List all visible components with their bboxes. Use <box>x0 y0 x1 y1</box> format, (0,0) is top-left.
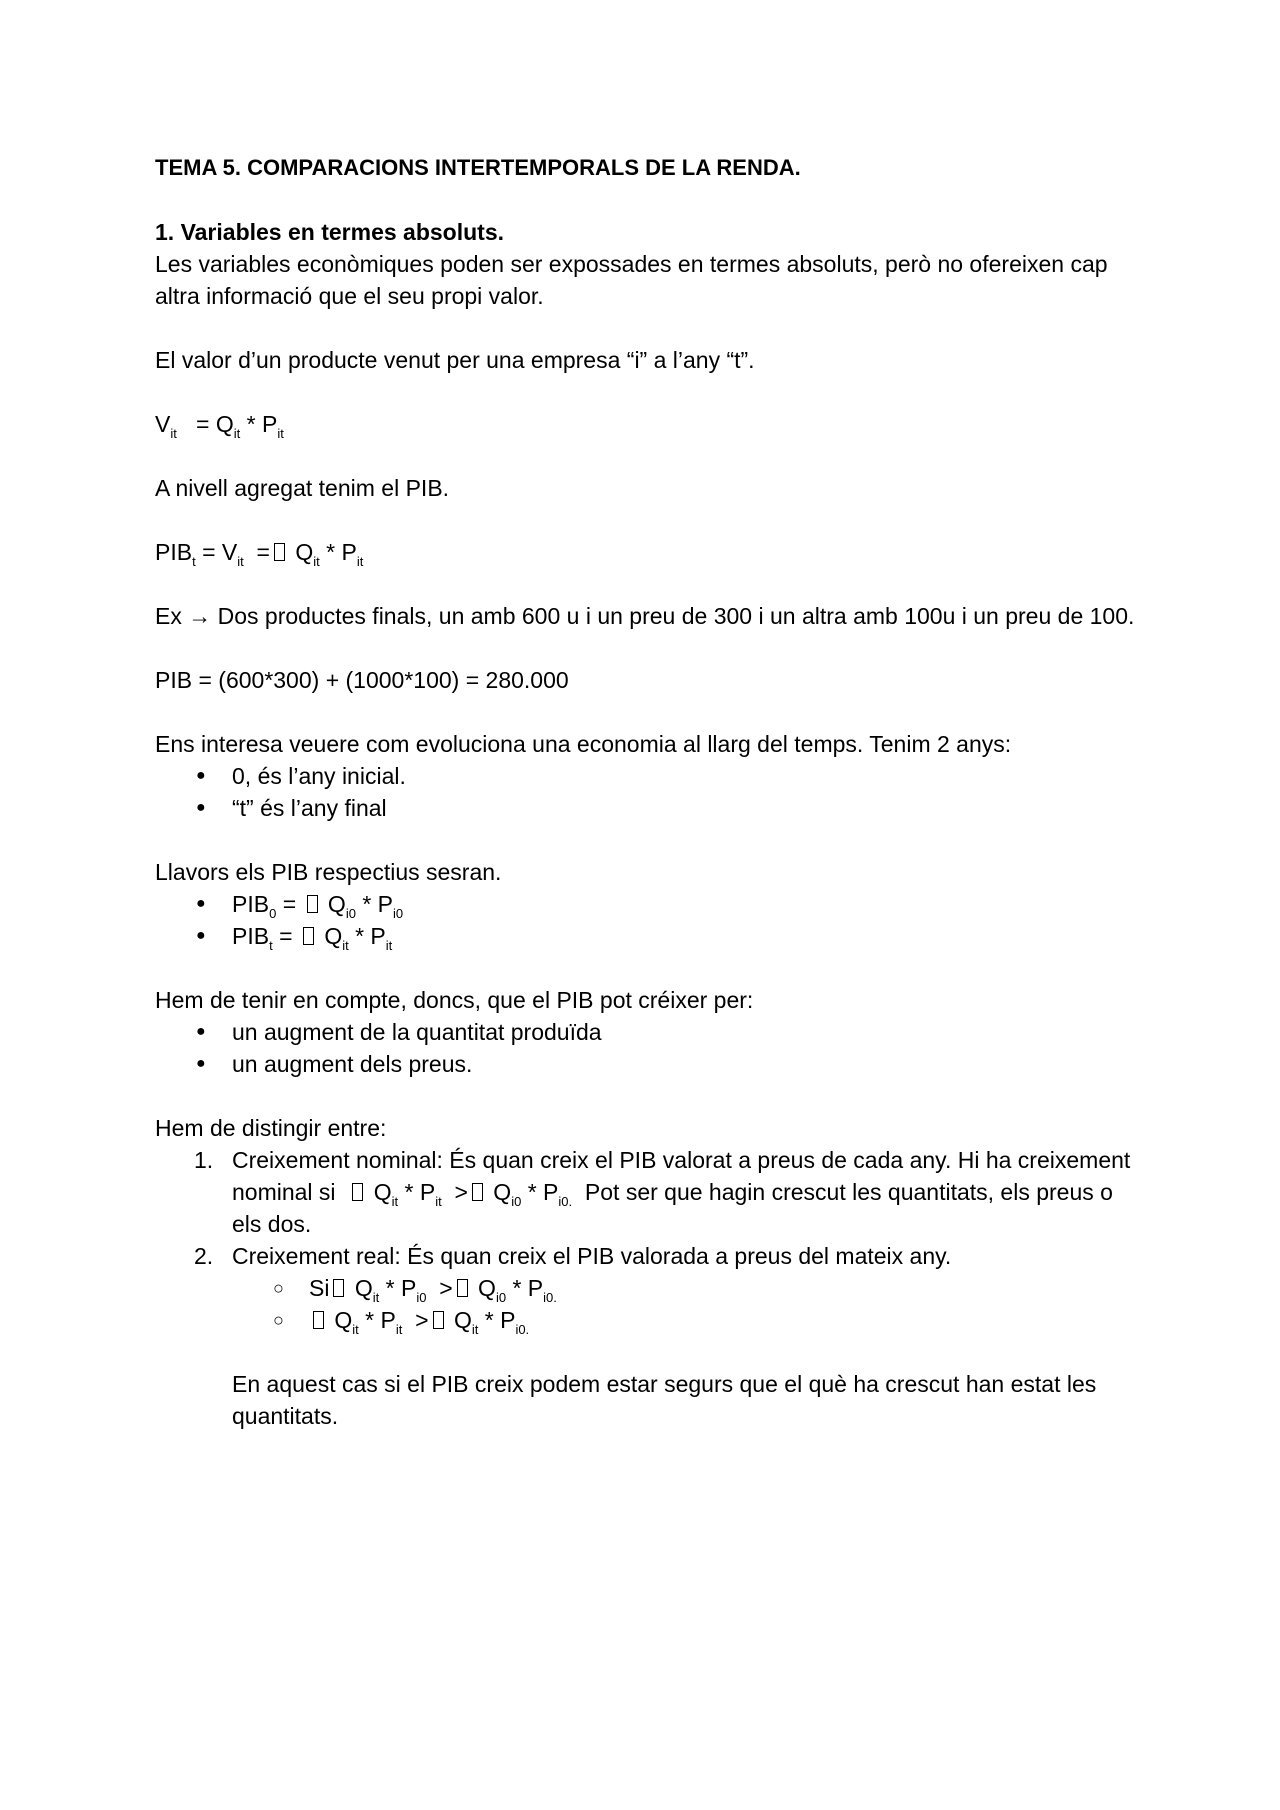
sum-glyph-icon <box>333 1279 344 1297</box>
paragraph-example: Ex → Dos productes finals, un amb 600 u i un preu de 300 i un altra amb 100u i un preu de 100. <box>155 603 1135 629</box>
formula-pib: $PIB_t = V_{it} = Q_{it} * P_{it}$ <box>155 539 364 569</box>
paragraph-conclusion: En aquest cas si el PIB creix podem estar segurs que el què ha crescut han estat les quantitats. <box>232 1371 1097 1429</box>
sum-glyph-icon <box>313 1311 324 1329</box>
growth-types-list <box>155 1144 1135 1432</box>
paragraph-distinguish: Hem de distingir entre: <box>155 1115 387 1141</box>
real-conditions-list <box>232 1272 1135 1336</box>
document-content <box>155 152 1135 1464</box>
formula-value: $V_{it}$ = $Q_{it} * P_{it}$ <box>155 411 284 441</box>
sum-glyph-icon <box>352 1183 363 1201</box>
pib-list <box>155 888 1135 952</box>
years-list <box>155 760 1135 824</box>
paragraph-intro: Les variables econòmiques poden ser expossades en termes absoluts, però no ofereixen cap altra informació que el seu propi valor. <box>155 251 1108 309</box>
list-item: ○ $Q_{it} * P_{it} > Q_{it} * P_{i0.}$ <box>309 1304 1135 1336</box>
paragraph-evolution: Ens interesa veuere com evoluciona una economia al llarg del temps. Tenim 2 anys: <box>155 731 1012 757</box>
list-item: ● un augment dels preus. <box>232 1048 1135 1080</box>
list-item: ○ Si $Q_{it} * P_{i0} > Q_{i0} * P_{i0.}$ <box>309 1272 1135 1304</box>
paragraph-respective: Llavors els PIB respectius sesran. <box>155 859 502 885</box>
paragraph-product-value: El valor d’un producte venut per una empresa “i” a l’any “t”. <box>155 347 755 373</box>
sum-glyph-icon <box>457 1279 468 1297</box>
list-item: ● 0, és l’any inicial. <box>232 760 1135 792</box>
paragraph-pib-calc: PIB = (600*300) + (1000*100) = 280.000 <box>155 667 569 693</box>
sum-glyph-icon <box>274 543 285 561</box>
paragraph-aggregate: A nivell agregat tenim el PIB. <box>155 475 450 501</box>
list-item-real: Creixement real: És quan creix el PIB valorada a preus del mateix any. ○ Si $Q_{it} * P_{i0} > Q_{i0} * P_{i0.}$ ○ $Q_{it} * P_{it} > Q_{it} * P_{i0.}$ En aquest cas si el PIB creix podem estar segurs que el què ha crescut han estat les quantitats. <box>232 1240 1135 1432</box>
list-item: ● “t” és l’any final <box>232 792 1135 824</box>
sum-glyph-icon <box>303 927 314 945</box>
section-heading: 1. Variables en termes absoluts. <box>155 219 504 245</box>
sum-glyph-icon <box>472 1183 483 1201</box>
paragraph-growth: Hem de tenir en compte, doncs, que el PIB pot créixer per: <box>155 987 754 1013</box>
list-item: ● un augment de la quantitat produïda <box>232 1016 1135 1048</box>
sum-glyph-icon <box>433 1311 444 1329</box>
list-item: ● $PIB_0 = Q_{i0} * P_{i0}$ <box>232 888 1135 920</box>
growth-list <box>155 1016 1135 1080</box>
sum-glyph-icon <box>307 895 318 913</box>
document-title: TEMA 5. COMPARACIONS INTERTEMPORALS DE LA RENDA. <box>155 155 801 180</box>
list-item-nominal: Creixement nominal: És quan creix el PIB valorat a preus de cada any. Hi ha creixement nominal si $Q_{it} * P_{it} > Q_{i0} * P_{i0.}$ Pot ser que hagin crescut les quantitats, els preus o els dos. <box>232 1147 1131 1237</box>
list-item: ● $PIB_t = Q_{it} * P_{it}$ <box>232 920 1135 952</box>
